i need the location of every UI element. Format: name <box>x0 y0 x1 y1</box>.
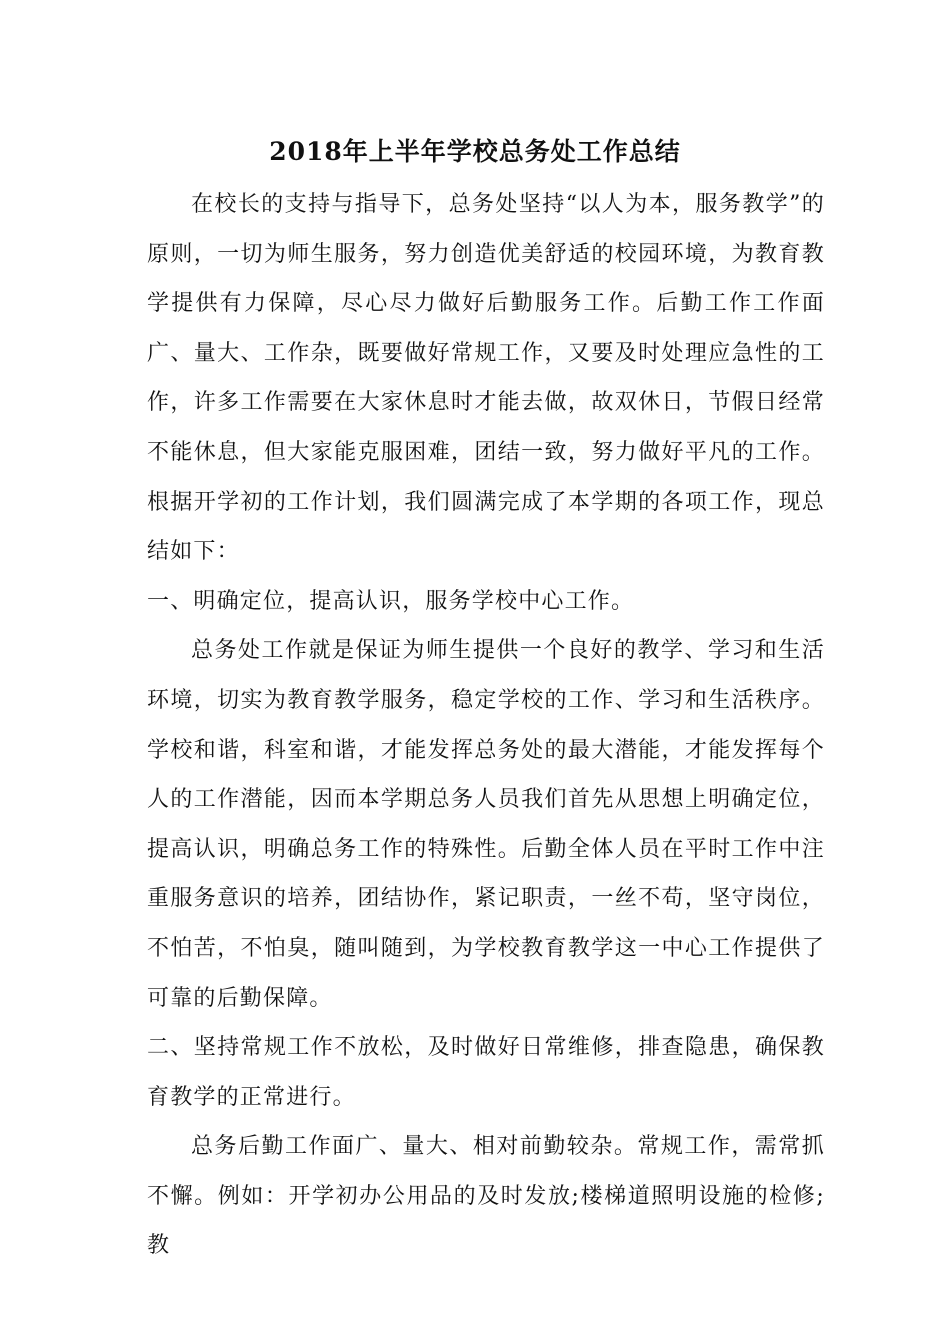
document-title: 2018年上半年学校总务处工作总结 <box>269 137 681 166</box>
document-body <box>147 180 825 1271</box>
section-heading-1: 一、明确定位，提高认识，服务学校中心工作。 <box>147 588 635 614</box>
section-1-paragraph: 总务处工作就是保证为师生提供一个良好的教学、学习和生活环境，切实为教育教学服务，稳定学校的工作、学习和生活秩序。学校和谐，科室和谐，才能发挥总务处的最大潜能，才能发挥每个人的工作潜能，因而本学期总务人员我们首先从思想上明确定位，提高认识，明确总务工作的特殊性。后勤全体人员在平时工作中注重服务意识的培养，团结协作，紧记职责，一丝不苟，坚守岗位，不怕苦，不怕臭，随叫随到，为学校教育教学这一中心工作提供了可靠的后勤保障。 <box>147 638 825 1011</box>
section-heading-2: 二、坚持常规工作不放松，及时做好日常维修，排查隐患，确保教育教学的正常进行。 <box>147 1035 825 1110</box>
section-2-paragraph: 总务后勤工作面广、量大、相对前勤较杂。常规工作，需常抓不懈。例如：开学初办公用品的及时发放;楼梯道照明设施的检修;教 <box>147 1134 825 1259</box>
intro-paragraph: 在校长的支持与指导下，总务处坚持“以人为本，服务教学”的原则，一切为师生服务，努力创造优美舒适的校园环境，为教育教学提供有力保障，尽心尽力做好后勤服务工作。后勤工作工作面广、量大、工作杂，既要做好常规工作，又要及时处理应急性的工作，许多工作需要在大家休息时才能去做，故双休日，节假日经常不能休息，但大家能克服困难，团结一致，努力做好平凡的工作。根据开学初的工作计划，我们圆满完成了本学期的各项工作，现总结如下： <box>147 192 825 565</box>
